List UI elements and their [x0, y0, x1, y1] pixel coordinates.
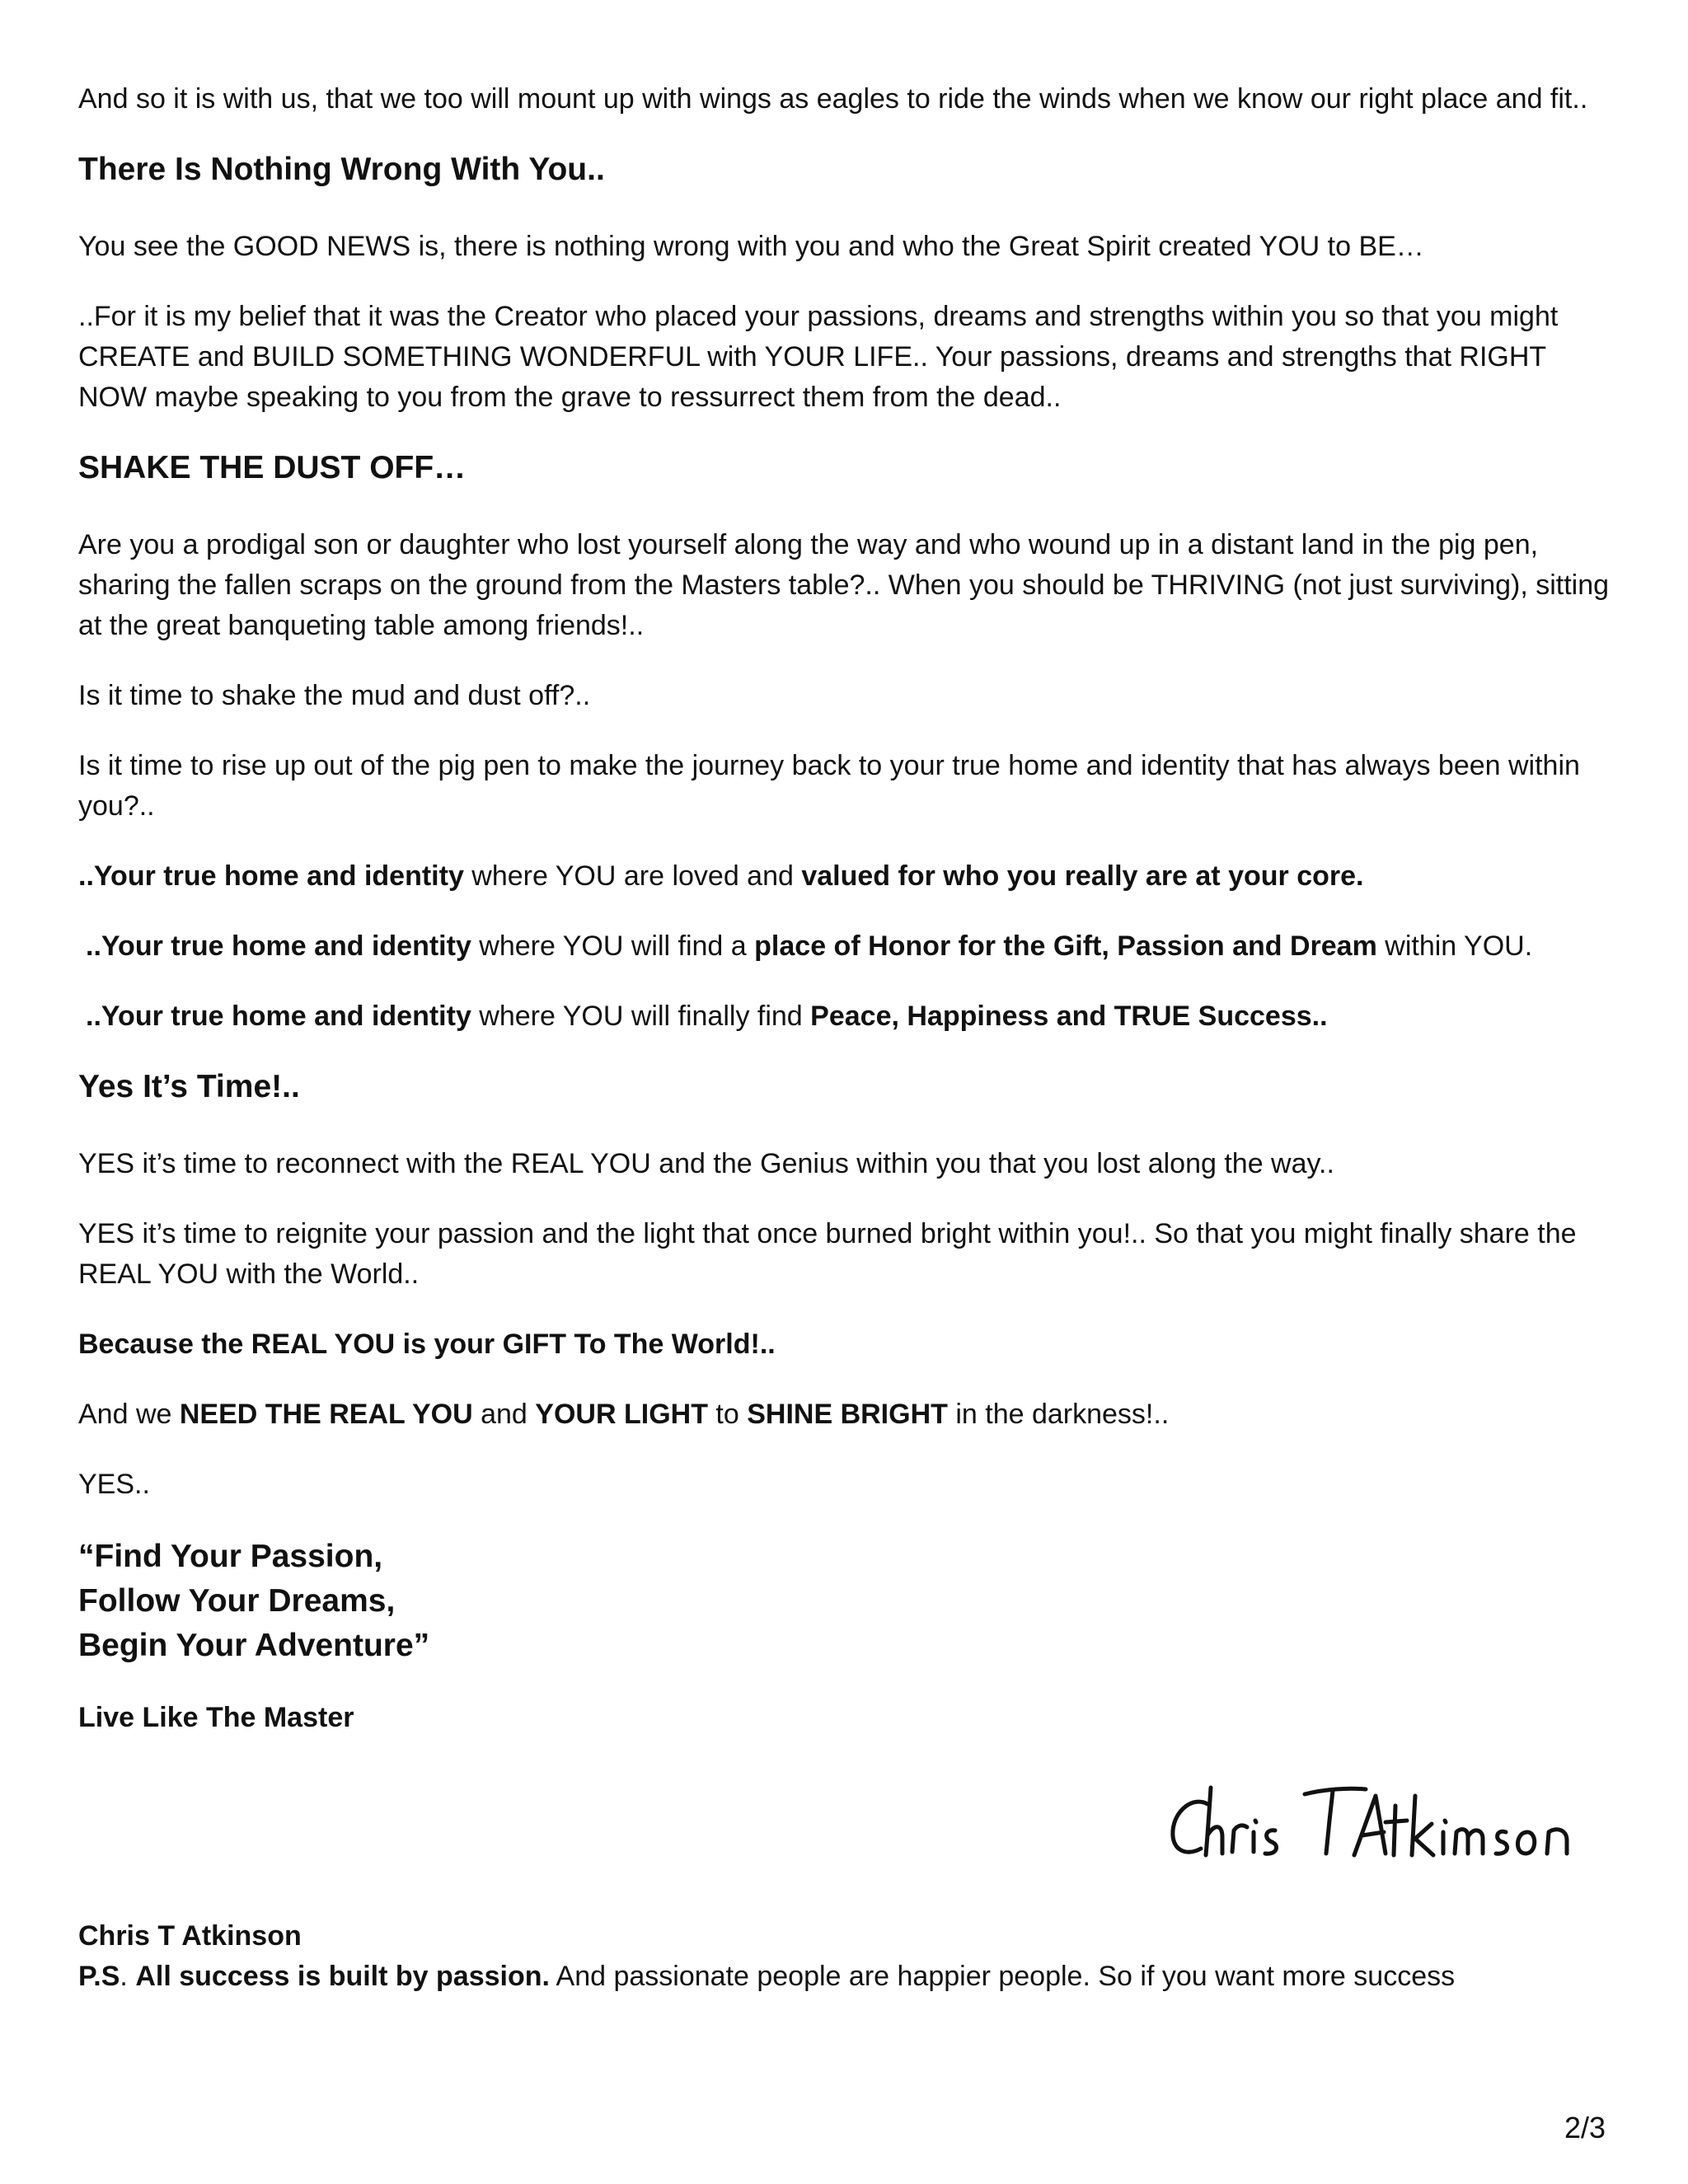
- motto-quote: [78, 1535, 1611, 1668]
- need-real-you-paragraph: [78, 1394, 1611, 1435]
- need-bold-3: SHINE BRIGHT: [747, 1399, 948, 1430]
- need-bold-1: NEED THE REAL YOU: [179, 1399, 473, 1430]
- need-text-3: to: [707, 1399, 748, 1430]
- document-body: [78, 79, 1611, 1997]
- true-home-emphasis-2: place of Honor for the Gift, Passion and Dream: [754, 930, 1377, 962]
- true-home-paragraph-1: [78, 856, 1611, 897]
- page-number: 2/3: [1564, 2111, 1606, 2144]
- reconnect-paragraph: YES it’s time to reconnect with the REAL YOU and the Genius within you that you lost along the way..: [78, 1148, 1334, 1179]
- heading-nothing-wrong: There Is Nothing Wrong With You..: [78, 152, 605, 187]
- ps-label: P.S: [78, 1961, 120, 1992]
- ps-bold: All success is built by passion.: [135, 1961, 550, 1992]
- gift-paragraph: [78, 1324, 1611, 1365]
- heading-yes-its-time: Yes It’s Time!..: [78, 1069, 300, 1104]
- motto-line: Begin Your Adventure”: [78, 1628, 430, 1663]
- true-home-text-1: where YOU are loved and: [463, 860, 802, 892]
- gift-bold: Because the REAL YOU is your GIFT To The World!..: [78, 1329, 776, 1360]
- live-like-master: [78, 1698, 1611, 1738]
- shake-mud-paragraph: Is it time to shake the mud and dust off?..: [78, 680, 591, 711]
- belief-paragraph: ..For it is my belief that it was the Creator who placed your passions, dreams and strengths within you so that you might CREATE and BUILD SOMETHING WONDERFUL with YOUR LIFE.. Your passions, dreams and strengths that RIGHT NOW maybe speaking to you from the grave to ressurrect them from the dead..: [78, 301, 1559, 413]
- true-home-text-2: where YOU will find a: [471, 930, 755, 962]
- need-text-4: in the darkness!..: [947, 1399, 1170, 1430]
- heading-shake-dust: SHAKE THE DUST OFF…: [78, 450, 467, 485]
- yes-paragraph: YES..: [78, 1469, 150, 1500]
- rise-up-paragraph: Is it time to rise up out of the pig pen to make the journey back to your true home and identity that has always been within you?..: [78, 750, 1580, 822]
- live-like-master-bold: Live Like The Master: [78, 1702, 354, 1733]
- author-name-bold: Chris T Atkinson: [78, 1920, 302, 1952]
- postscript-paragraph: [78, 1957, 1611, 1997]
- true-home-paragraph-3: [78, 996, 1611, 1037]
- ps-text: And passionate people are happier people. So if you want more success: [549, 1961, 1456, 1992]
- reignite-paragraph: YES it’s time to reignite your passion and the light that once burned bright within you!.. So that you might finally share the REAL YOU with the World..: [78, 1218, 1577, 1290]
- true-home-bold-3: ..Your true home and identity: [86, 1001, 471, 1032]
- signature-row: [78, 1768, 1611, 1916]
- need-text-1: And we: [78, 1399, 180, 1430]
- prodigal-paragraph: Are you a prodigal son or daughter who lost yourself along the way and who wound up in a distant land in the pig pen, sharing the fallen scraps on the ground from the Masters table?.. When you should be THRIVING (not just surviving), sitting at the great banqueting table among friends!..: [78, 529, 1610, 641]
- need-bold-2: YOUR LIGHT: [535, 1399, 708, 1430]
- motto-line: Follow Your Dreams,: [78, 1583, 396, 1619]
- motto-line: “Find Your Passion,: [78, 1539, 383, 1574]
- good-news-paragraph: You see the GOOD NEWS is, there is nothing wrong with you and who the Great Spirit created YOU to BE…: [78, 231, 1424, 262]
- intro-paragraph: And so it is with us, that we too will mount up with wings as eagles to ride the winds when we know our right place and fit..: [78, 83, 1588, 115]
- true-home-emphasis-1: valued for who you really are at your core.: [801, 860, 1364, 892]
- true-home-bold-2: ..Your true home and identity: [86, 930, 471, 962]
- ps-dot: .: [120, 1961, 136, 1992]
- true-home-text-3: where YOU will finally find: [471, 1001, 811, 1032]
- author-name: [78, 1916, 1611, 1957]
- handwritten-signature: [1160, 1771, 1588, 1870]
- true-home-bold-1: ..Your true home and identity: [78, 860, 464, 892]
- true-home-tail-2: within YOU.: [1376, 930, 1533, 962]
- need-text-2: and: [472, 1399, 536, 1430]
- true-home-emphasis-3: Peace, Happiness and TRUE Success..: [810, 1001, 1328, 1032]
- true-home-paragraph-2: [78, 926, 1611, 967]
- closing-block: [78, 1916, 1611, 1997]
